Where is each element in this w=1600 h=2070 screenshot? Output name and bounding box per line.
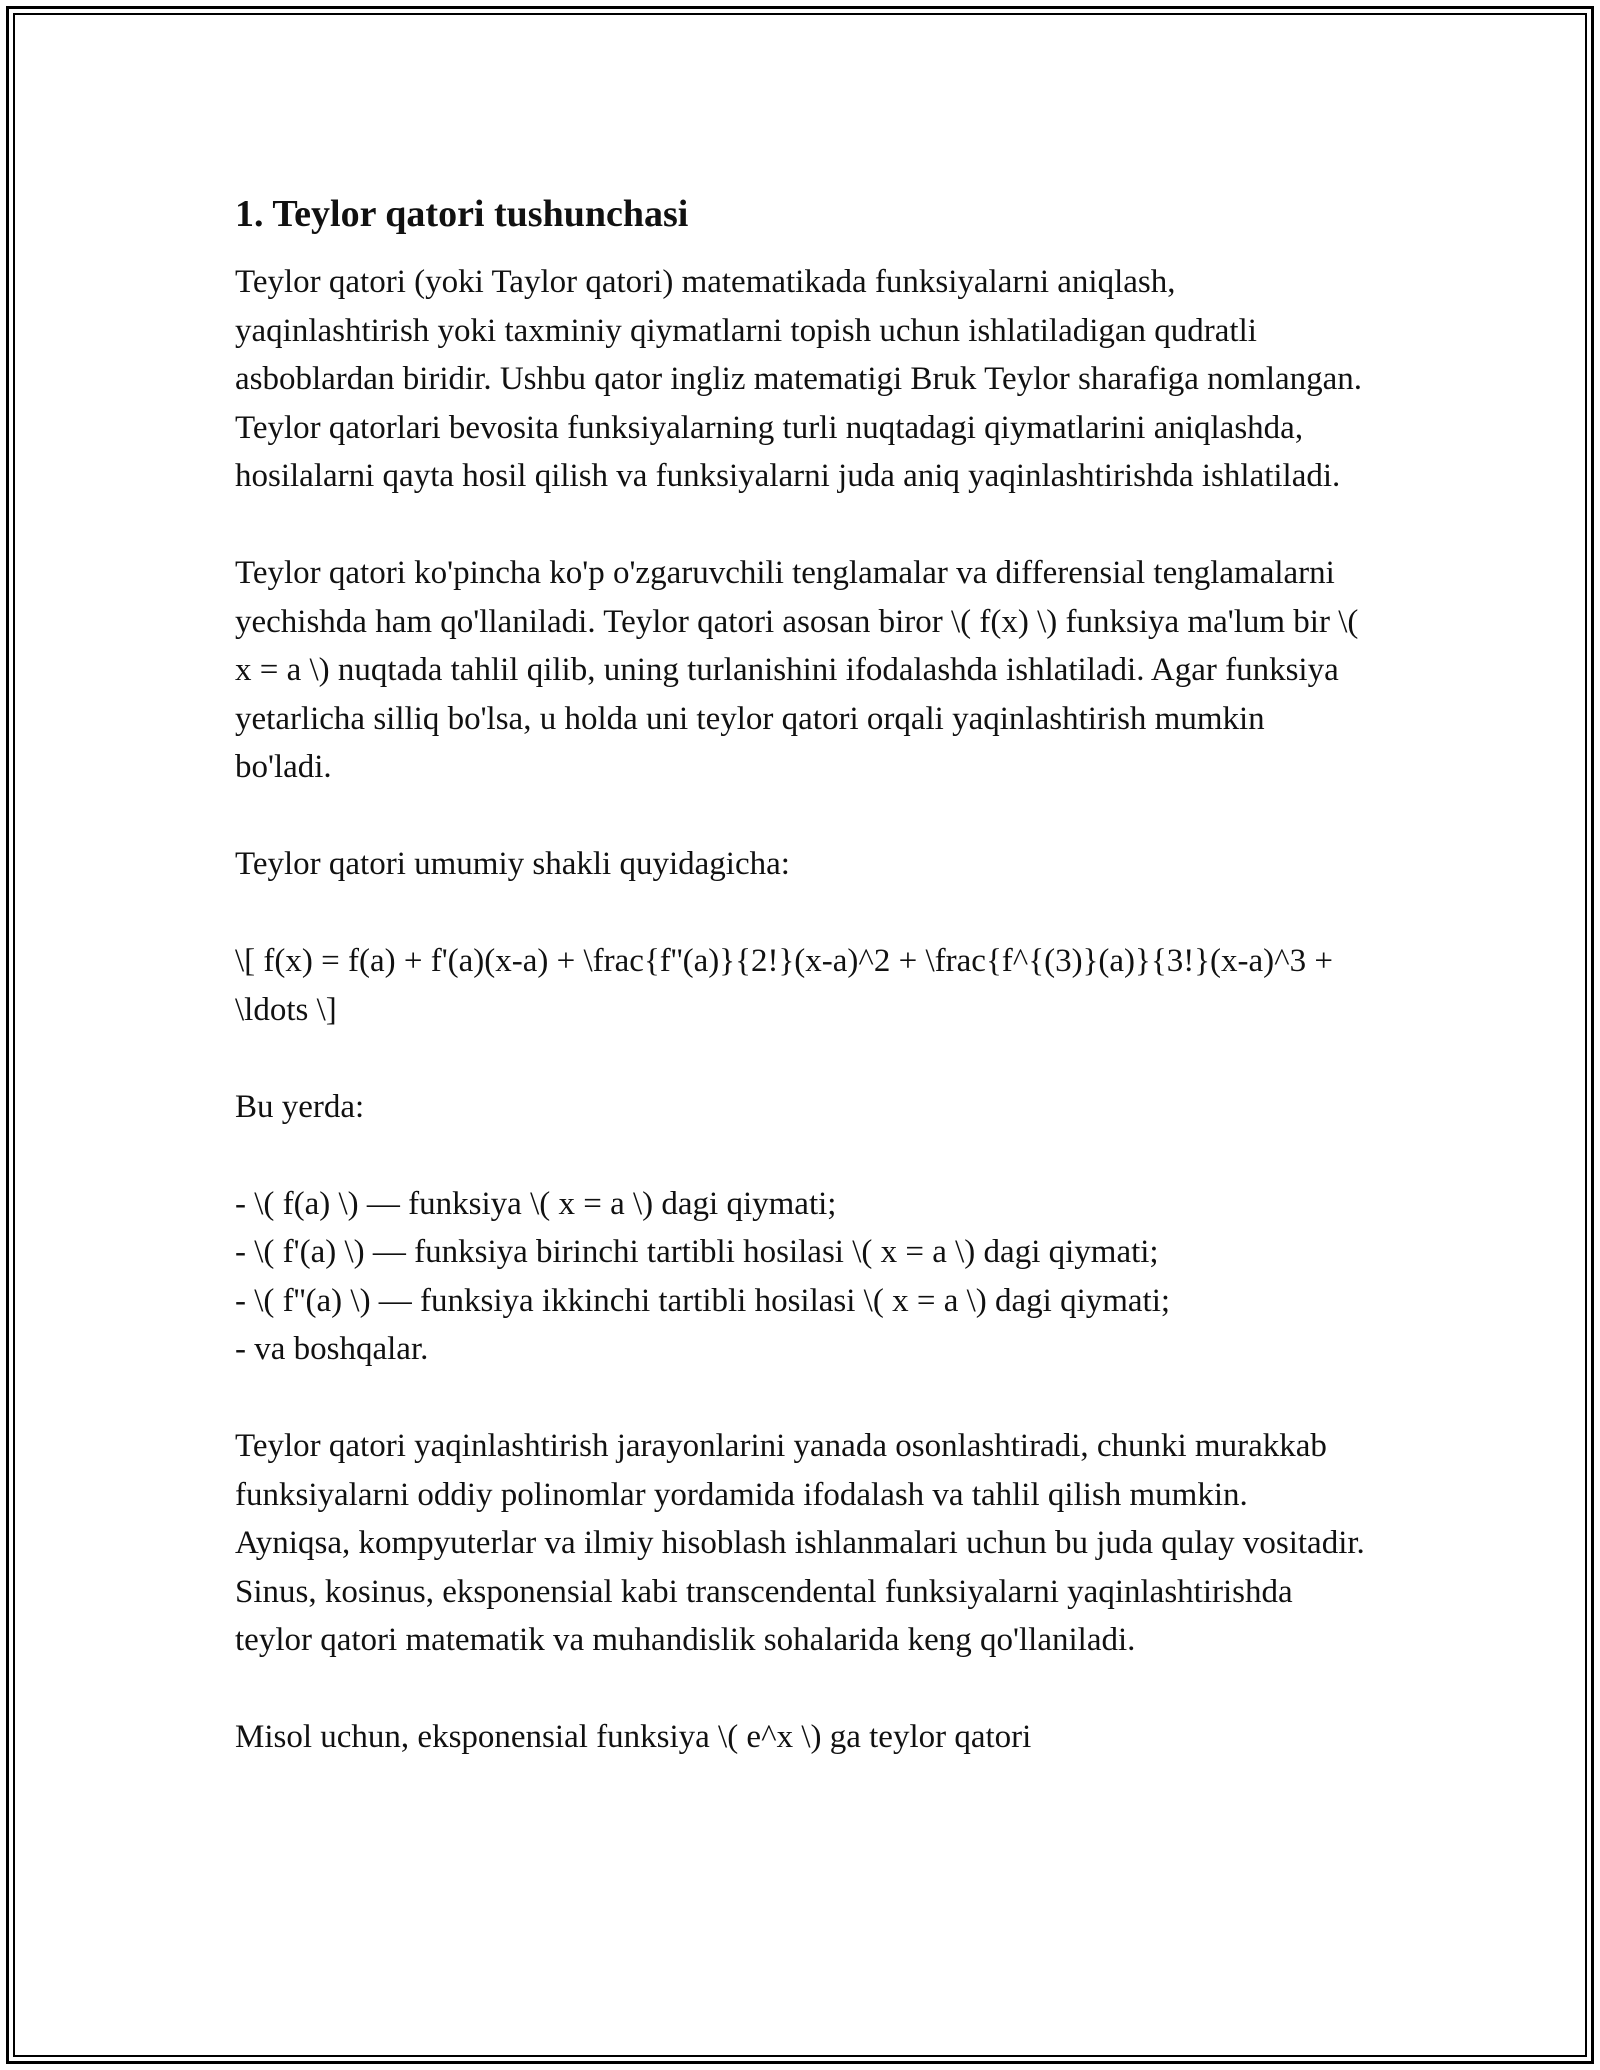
section-title: 1. Teylor qatori tushunchasi bbox=[235, 193, 689, 235]
list-item: - \( f''(a) \) — funksiya ikkinchi tartibli hosilasi \( x = a \) dagi qiymati; bbox=[235, 1282, 1171, 1319]
list-item: - \( f(a) \) — funksiya \( x = a \) dagi qiymati; bbox=[235, 1185, 837, 1222]
document-body bbox=[235, 188, 1365, 1810]
paragraph-general-form: Teylor qatori umumiy shakli quyidagicha: bbox=[235, 846, 790, 882]
paragraph-where: Bu yerda: bbox=[235, 1088, 365, 1125]
formula-taylor-series: \[ f(x) = f(a) + f'(a)(x-a) + \frac{f''(a)}{2!}(x-a)^2 + \frac{f^{(3)}(a)}{3!}(x-a)^3 + \ldots \] bbox=[235, 943, 1334, 1028]
list-item: - va boshqalar. bbox=[235, 1331, 429, 1367]
paragraph-usage: Teylor qatori ko'pincha ko'p o'zgaruvchili tenglamalar va differensial tenglamalarni yechishda ham qo'llaniladi. Teylor qatori asosan biror \( f(x) \) funksiya ma'lum bir \( x = a \) nuqtada tahlil qilib, uning turlanishini ifodalashda ishlatiladi. Agar funksiya yetarlicha silliq bo'lsa, u holda uni teylor qatori orqali yaqinlashtirish mumkin bo'ladi. bbox=[235, 555, 1359, 785]
paragraph-intro: Teylor qatori (yoki Taylor qatori) matematikada funksiyalarni aniqlash, yaqinlashtirish yoki taxminiy qiymatlarni topish uchun ishlatiladigan qudratli asboblardan biridir. Ushbu qator ingliz matematigi Bruk Teylor sharafiga nomlangan. Teylor qatorlari bevosita funksiyalarning turli nuqtadagi qiymatlarini aniqlashda, hosilalarni qayta hosil qilish va funksiyalarni juda aniq yaqinlashtirishda ishlatiladi. bbox=[235, 264, 1363, 494]
definitions-list bbox=[235, 1180, 1365, 1374]
paragraph-example: Misol uchun, eksponensial funksiya \( e^x \) ga teylor qatori bbox=[235, 1719, 1032, 1755]
list-item: - \( f'(a) \) — funksiya birinchi tartibli hosilasi \( x = a \) dagi qiymati; bbox=[235, 1234, 1159, 1270]
paragraph-advantages: Teylor qatori yaqinlashtirish jarayonlarini yanada osonlashtiradi, chunki murakkab funksiyalarni oddiy polinomlar yordamida ifodalash va tahlil qilish mumkin. Ayniqsa, kompyuterlar va ilmiy hisoblash ishlanmalari uchun bu juda qulay vositadir. Sinus, kosinus, eksponensial kabi transcendental funksiyalarni yaqinlashtirishda teylor qatori matematik va muhandislik sohalarida keng qo'llaniladi. bbox=[235, 1428, 1365, 1658]
